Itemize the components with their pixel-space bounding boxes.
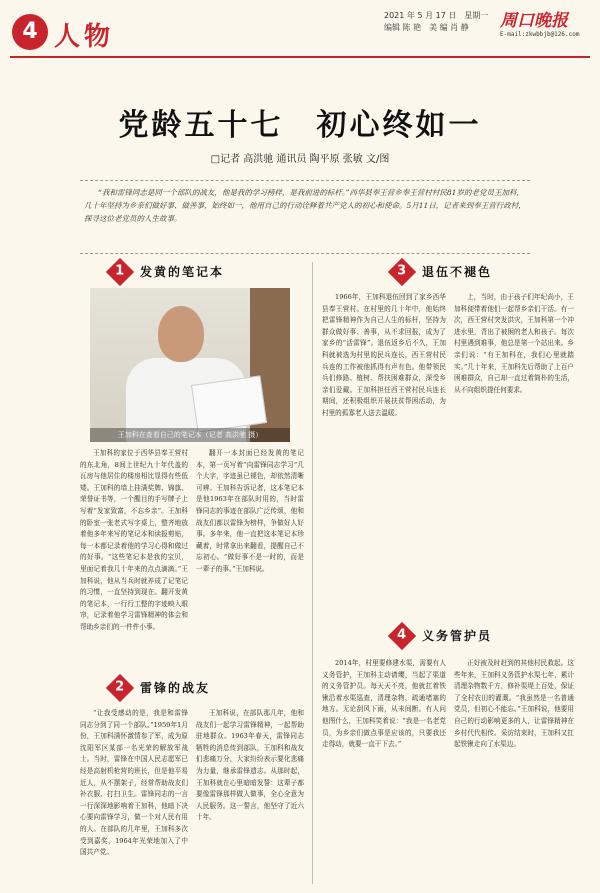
text-column-2: 翻开一本封面已经发黄的笔记本，第一页写着“向雷锋同志学习”几个大字，字迹虽已褪色，却依然清晰可辨。王加科告诉记者，这本笔记本是他1963年在部队时用的，当时雷锋同志的事迹在部队广泛传颂，他和战友们都以雷锋为榜样，争做好人好事。多年来，他一直把这本笔记本珍藏着，时常拿出来翻看，提醒自己不忘初心。“做好事不是一时的，而是一辈子的事。”王加科说。	[196, 449, 304, 573]
section-title-1: 发黄的笔记本	[140, 265, 225, 279]
text-column-8: 正好被及时赶到的其他村民救起。这些年来，王加科义务管护水渠七年，累计清理杂物数千方，修补渠堤上百处，保证了全村农田的灌溉。“我虽然是一名普通党员，但初心不能忘。”王加科说，他要用自己的行动影响更多的人，让雷锋精神在乡村代代相传。采访结束时，王加科又扛起铁锹走向了水渠边。	[454, 659, 574, 749]
page-header	[0, 0, 600, 62]
section-heading-4	[392, 626, 582, 648]
section-title-2: 雷锋的战友	[140, 681, 211, 695]
section-heading-1	[110, 262, 300, 284]
article-photo	[90, 288, 290, 442]
article-byline: □记者 高洪驰 通讯员 陶平原 张敏 文/图	[210, 154, 390, 165]
page-number-badge: 4	[12, 14, 48, 50]
header-divider	[10, 56, 590, 58]
section-title-4: 义务管护员	[422, 629, 493, 643]
section-number-3: 3	[397, 263, 407, 279]
issue-date: 2021 年 5 月 17 日 星期一	[384, 11, 489, 20]
issue-editor: 编辑 陈 艳 美 编 肖 静	[384, 23, 469, 32]
section-heading-2	[110, 678, 300, 700]
text-column-3: “让我受感动的是，我是和雷锋同志分到了同一个部队。”1959年1月份，王加科满怀激情参了军，成为原沈阳军区某部一名光荣的解放军战士。当时，雷锋在中国人民志愿军已经是高射机枪营的班长，但是他平易近人，从不摆架子，经常帮助战友们补衣服、打扫卫生。雷锋同志的一言一行深深地影响着王加科，他暗下决心要向雷锋学习，做一个对人民有用的人。在部队的几年里，王加科多次受到嘉奖，1964年光荣地加入了中国共产党。	[80, 709, 188, 857]
article-intro: “我和雷锋同志是同一个部队的战友，他是我的学习榜样，是我前进的标杆。”西华县奉王营乡奉王营村村民81岁的老党员王加科，几十年坚持为乡亲们做好事、做善事，始终如一，他用自己的行动诠释着共产党人的初心和使命。5月11日，记者来到奉王营行政村，探寻这位老党员的人生故事。	[80, 180, 530, 254]
section-heading-3	[392, 262, 582, 284]
column-divider	[312, 262, 313, 884]
issue-meta	[384, 10, 488, 34]
section-title-3: 退伍不褪色	[422, 265, 493, 279]
text-column-4: 王加科说，在部队那几年，他和战友们一起学习雷锋精神，一起帮助驻地群众。1963年春天，雷锋同志牺牲的消息传到部队，王加科和战友们悲痛万分，大家纷纷表示要化悲痛为力量，继承雷锋遗志。从那时起，王加科就在心里暗暗发誓：这辈子都要像雷锋那样做人做事，全心全意为人民服务。这一誓言，他坚守了近六十年。	[196, 709, 304, 822]
newspaper-email: E-mail:zkwbbjb@126.com	[500, 31, 580, 38]
text-column-1: 王加科的家位于西华县奉王营村的东北角，8间上世纪九十年代盖的瓦房与他居住的楼房相比显得有些低矮。王加科的墙上挂满奖牌、锦旗、荣誉证书等，一个醒目的手写牌子上写着“发家致富，不忘乡亲”。王加科的卧室一张老式写字桌上，整齐地放着他多年来写的笔记本和读报剪贴，每一本都记录着他的学习心得和做过的好事。“这些笔记本是我的宝贝，里面记着我几十年来的点点滴滴。”王加科说，他从当兵时就养成了记笔记的习惯，一直坚持到现在。翻开发黄的笔记本，一行行工整的字迹映入眼帘，记录着他学习雷锋精神的体会和帮助乡亲们的一件件小事。	[80, 449, 188, 631]
text-column-5: 1966年，王加科退伍回到了家乡西华县奉王营村。在村里的几十年中，他始终把雷锋精神作为自己人生的标杆，坚持为群众做好事、善事，从不求回报，成为了家乡的“活雷锋”。退伍返乡后不久，王加科就被选为村里的民兵连长，西王营村民兵连的工作被他抓得有声有色。他带领民兵们修路、植树、帮扶困难群众，深受乡亲们爱戴。王加科担任西王营村民兵连长期间，还积极组织开展扶贫帮困活动，为村里的孤寡老人送去温暖。	[322, 293, 446, 417]
article-title: 党龄五十七 初心终如一	[118, 108, 482, 143]
text-column-7: 2014年，村里要修建水渠，需要有人义务管护，王加科主动请缨，当起了渠道的义务管护员。每天天不亮，他就扛着铁锹沿着水渠巡查，清理杂物，疏通堵塞的地方。无论刮风下雨，从未间断。有人问他图什么，王加科笑着说：“我是一名老党员，为乡亲们做点事是应该的，只要我还走得动，就要一直干下去。”	[322, 659, 446, 749]
section-number-4: 4	[397, 627, 407, 643]
newspaper-logo: 周口晚报	[500, 11, 568, 31]
photo-caption: 王加科在查看自己的笔记本（记者 高洪驰 摄）	[90, 428, 290, 442]
text-column-6: 上，当时，由于孩子们年纪尚小，王加科便带着他们一起帮乡亲们干活。有一次，西王营村突发洪灾，王加科第一个冲进水里，背出了被困的老人和孩子。每次村里遇到难事，他总是第一个站出来。乡亲们说：“有王加科在，我们心里就踏实。”几十年来，王加科先后帮助了上百户困难群众，自己却一直过着简朴的生活，从不向组织提任何要求。	[454, 293, 574, 394]
section-number-1: 1	[115, 263, 125, 279]
section-number-2: 2	[115, 679, 125, 695]
section-title: 人物	[54, 22, 115, 52]
